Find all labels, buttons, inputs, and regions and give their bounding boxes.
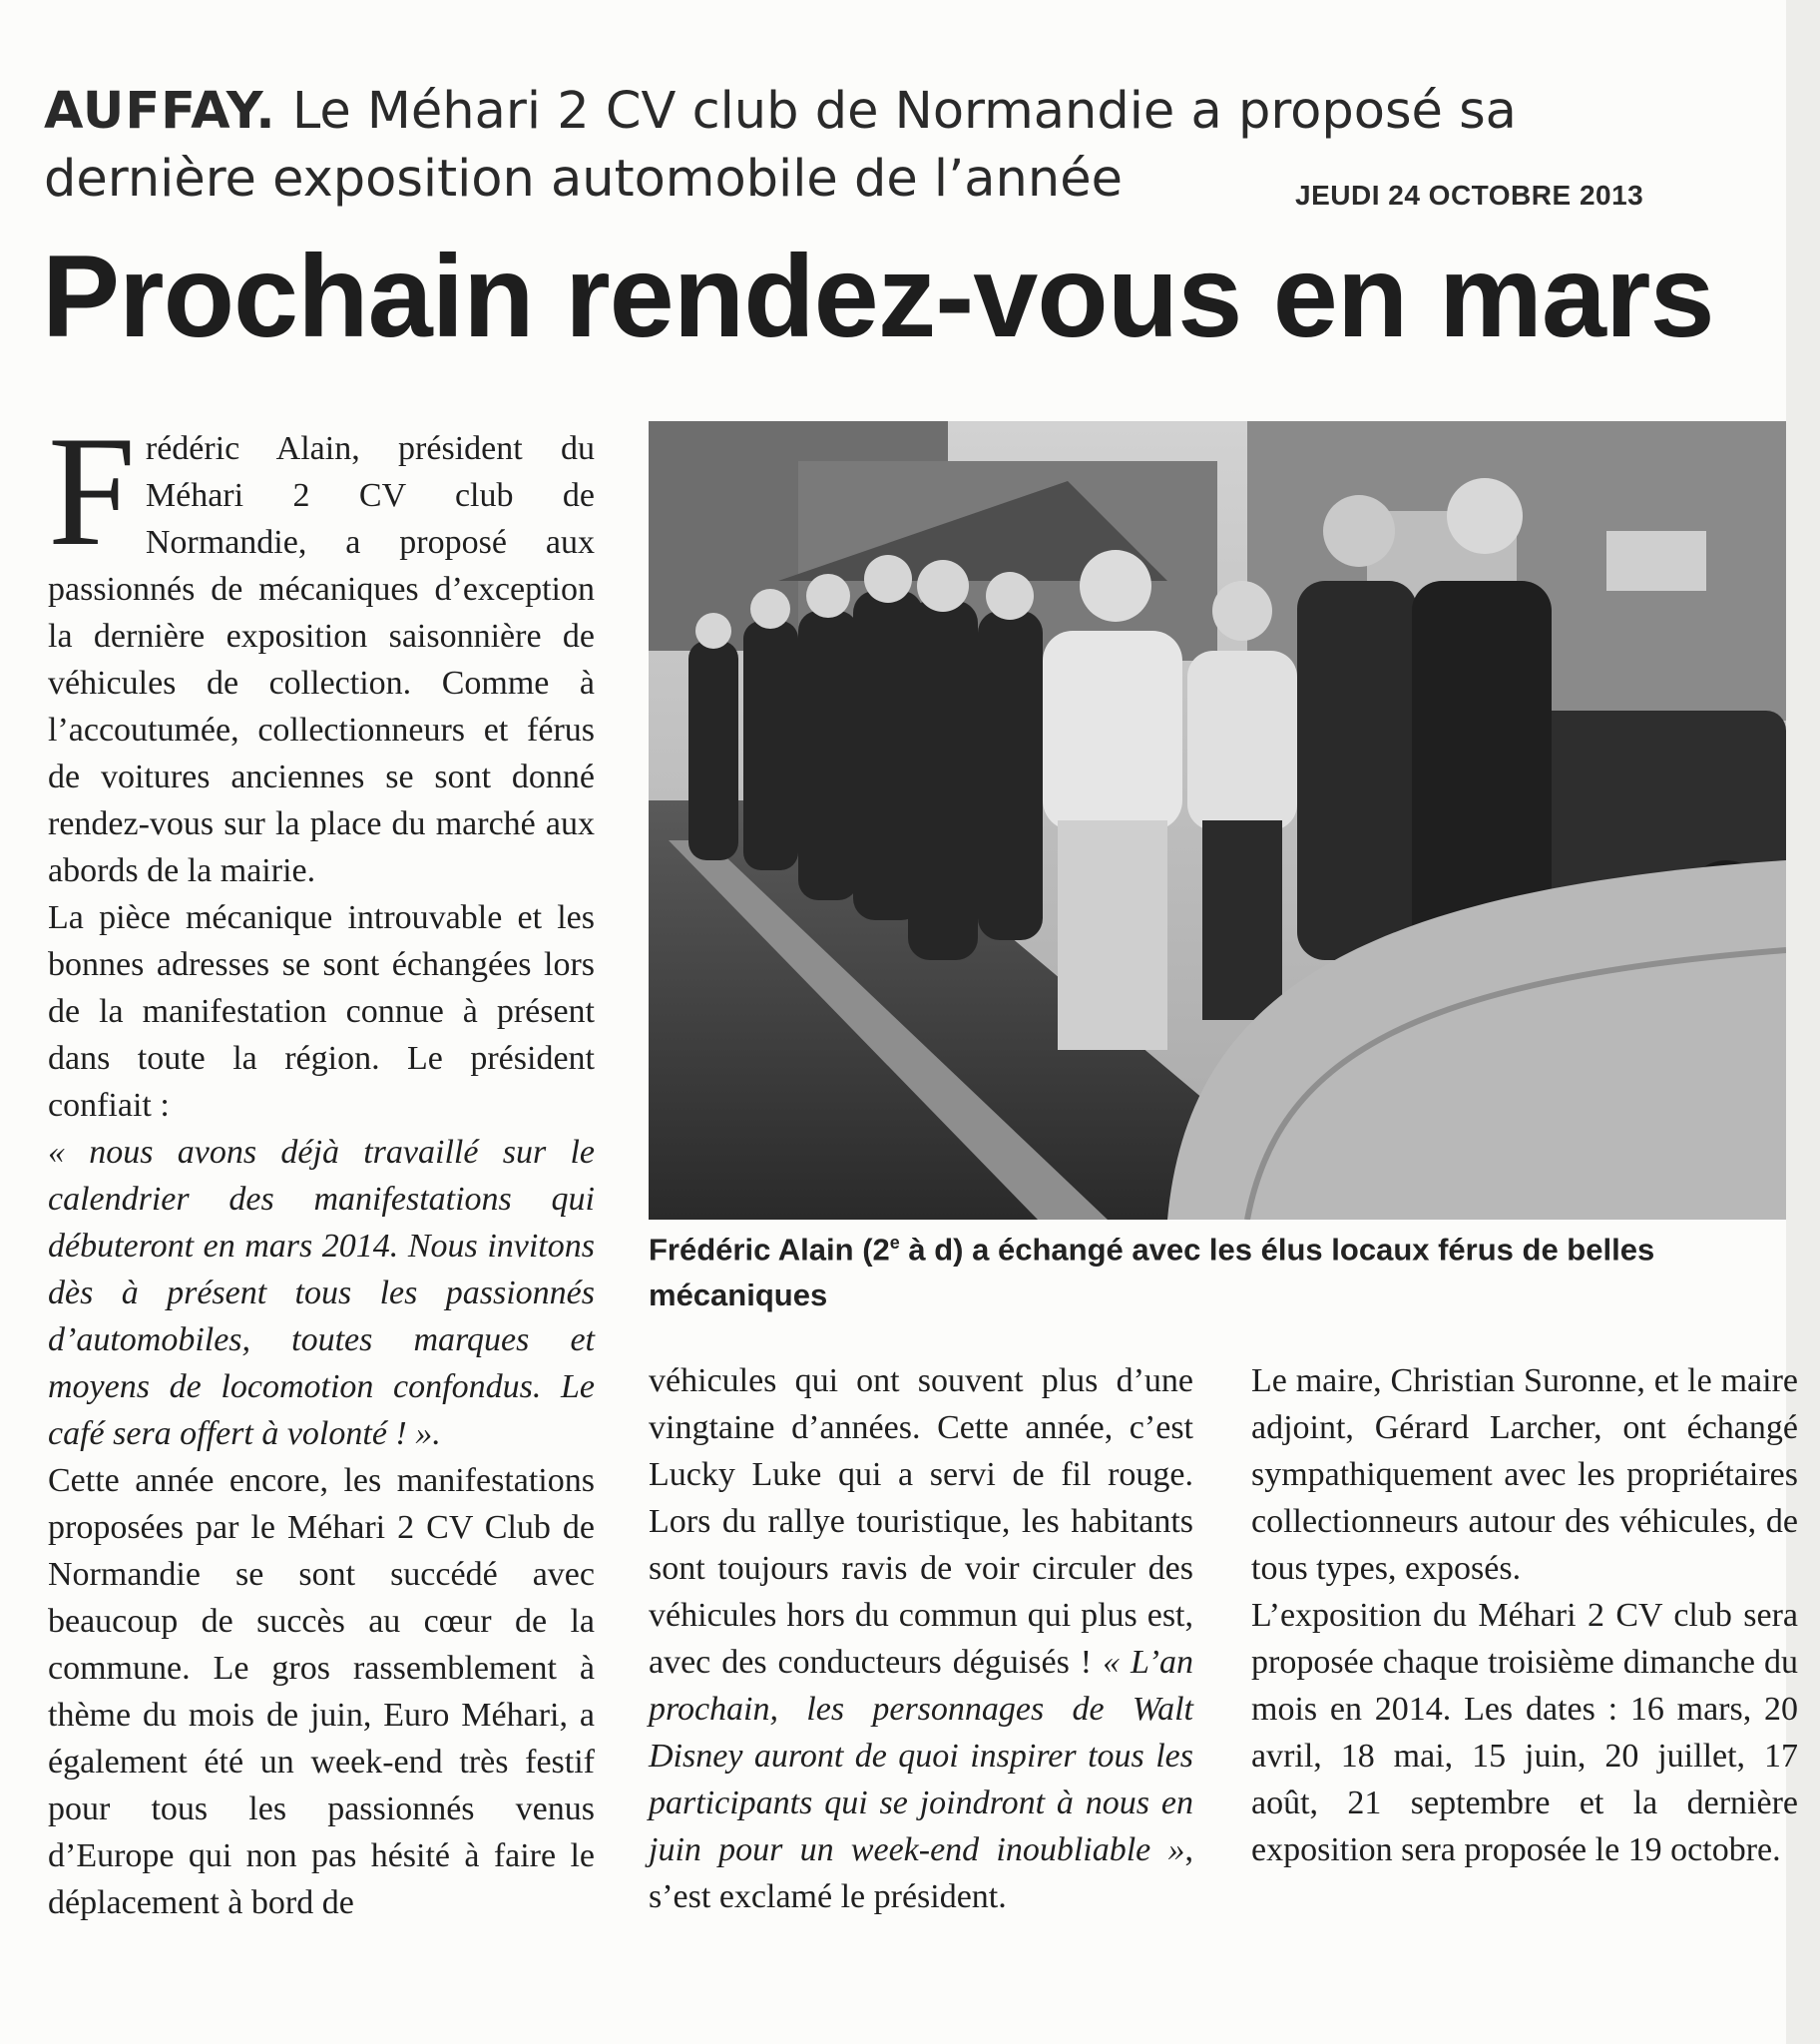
article-column-1 — [48, 404, 595, 1926]
article-photo — [649, 421, 1786, 1220]
paragraph-maire: Le maire, Christian Suronne, et le maire adjoint, Gérard Larcher, ont échangé sympathiquement avec les propriétaires collectionneurs autour des véhicules, de tous types, exposés. — [1251, 1362, 1798, 1587]
caption-after: à d) a échangé avec les élus locaux férus de belles mécaniques — [649, 1232, 1655, 1313]
kicker-text: Le Méhari 2 CV club de Normandie a proposé sa dernière exposition automobile de l’année — [44, 82, 1517, 209]
dropcap: F — [48, 404, 136, 579]
paragraph-dates-2014: L’exposition du Méhari 2 CV club sera proposée chaque troisième dimanche du mois en 2014. Les dates : 16 mars, 20 avril, 18 mai, 15 juin, 20 juillet, 17 août, 21 septembre et la dernière exposition sera proposée le 19 octobre. — [1251, 1597, 1798, 1868]
paragraph-intro: rédéric Alain, président du Méhari 2 CV club de Normandie, a proposé aux passionnés de mécaniques d’exception la dernière exposition saisonnière de véhicules de collection. Comme à l’accoutumée, collectionneurs et férus de voitures anciennes se sont donné rendez-vous sur la place du marché aux abords de la mairie. — [48, 430, 595, 889]
quote-walt-disney: « L’an prochain, les personnages de Walt Disney auront de quoi inspirer tous les participants qui se joindront à nous en juin pour un week-end inoubliable » — [649, 1644, 1194, 1868]
kicker-place: AUFFAY. — [44, 82, 276, 141]
article-column-2 — [649, 1357, 1193, 1920]
caption-before: Frédéric Alain (2 — [649, 1232, 890, 1268]
paragraph-vehicules: véhicules qui ont souvent plus d’une vingtaine d’années. Cette année, c’est Lucky Luke qui a servi de fil rouge. Lors du rallye touristique, les habitants sont toujours ravis de voir circuler des véhicules hors du commun qui plus est, avec des conducteurs déguisés ! — [649, 1362, 1193, 1681]
photo-illustration — [649, 421, 1786, 1220]
paragraph-cette-annee: Cette année encore, les manifestations proposées par le Méhari 2 CV Club de Normandie se sont succédé avec beaucoup de succès au cœur de la commune. Le gros rassemblement à thème du mois de juin, Euro Méhari, a également été un week-end très festif pour tous les passionnés venus d’Europe qui non pas hésité à faire le déplacement à bord de — [48, 1462, 595, 1921]
headline: Prochain rendez-vous en mars — [42, 231, 1714, 361]
photo-caption — [649, 1220, 1786, 1318]
paragraph-exclame: , s’est exclamé le président. — [649, 1831, 1193, 1915]
quote-president: « nous avons déjà travaillé sur le calendrier des manifestations qui débuteront en mars 2014. Nous invitons dès à présent tous les passionnés d’automobiles, toutes marques et moyens de locomotion confondus. Le café sera offert à volonté ! ». — [48, 1134, 595, 1452]
caption-sup: e — [889, 1233, 900, 1253]
dateline: JEUDI 24 OCTOBRE 2013 — [1295, 180, 1644, 211]
article-column-3 — [1251, 1357, 1798, 1873]
paragraph-piece-mecanique: La pièce mécanique introuvable et les bonnes adresses se sont échangées lors de la manifestation connue à présent dans toute la région. Le président confiait : — [48, 899, 595, 1124]
